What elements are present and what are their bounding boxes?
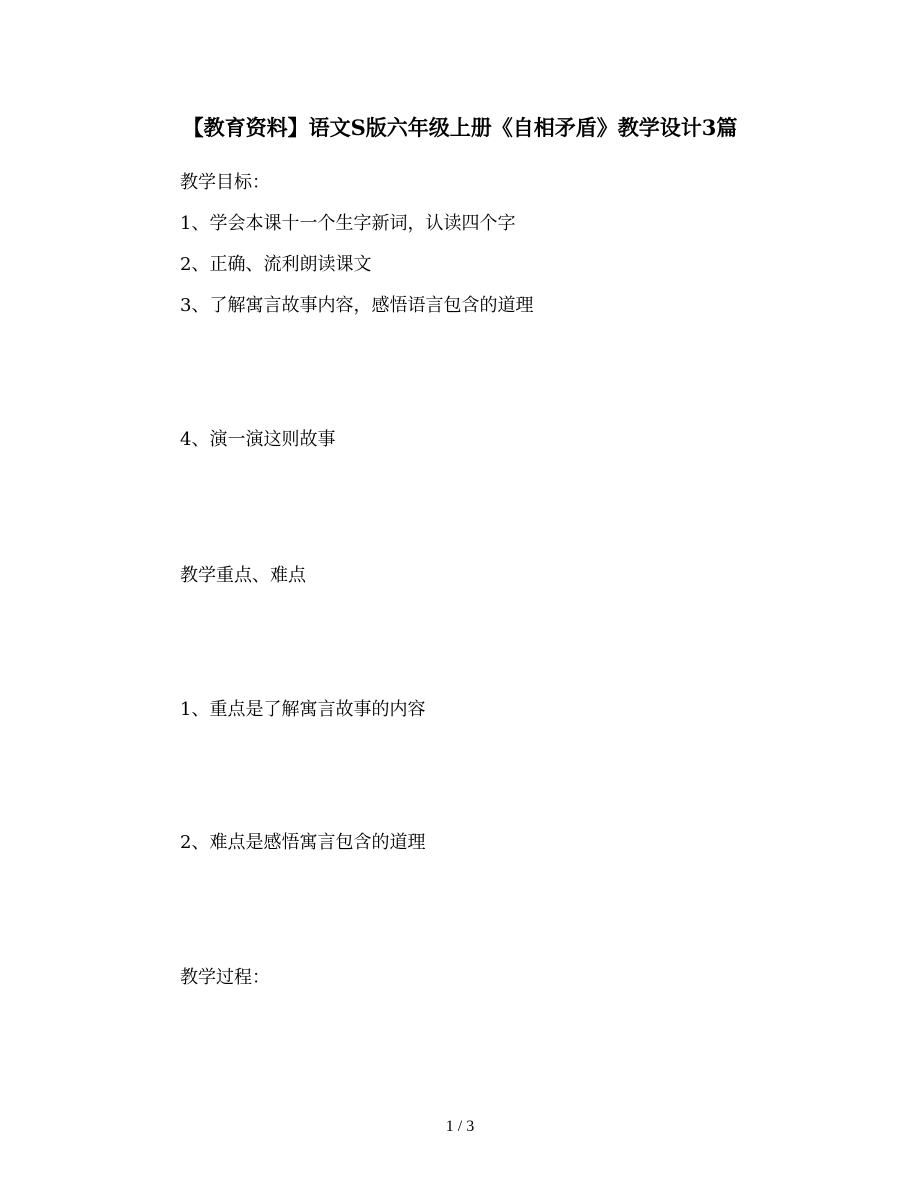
objective-item-3: 3、了解寓言故事内容，感悟语言包含的道理 — [180, 295, 534, 316]
section-heading-process: 教学过程： — [180, 967, 270, 988]
key-point-item-1: 1、重点是了解寓言故事的内容 — [180, 699, 426, 720]
section-heading-objectives: 教学目标： — [180, 172, 270, 193]
objective-item-1: 1、学会本课十一个生字新词，认读四个字 — [180, 213, 516, 234]
document-title: 【教育资料】语文S版六年级上册《自相矛盾》教学设计3篇 — [182, 115, 738, 140]
objective-item-2: 2、正确、流利朗读课文 — [180, 254, 372, 275]
objective-item-4: 4、演一演这则故事 — [180, 429, 336, 450]
key-point-item-2: 2、难点是感悟寓言包含的道理 — [180, 832, 426, 853]
page-indicator: 1 / 3 — [445, 1118, 475, 1135]
section-heading-key-points: 教学重点、难点 — [180, 565, 306, 586]
